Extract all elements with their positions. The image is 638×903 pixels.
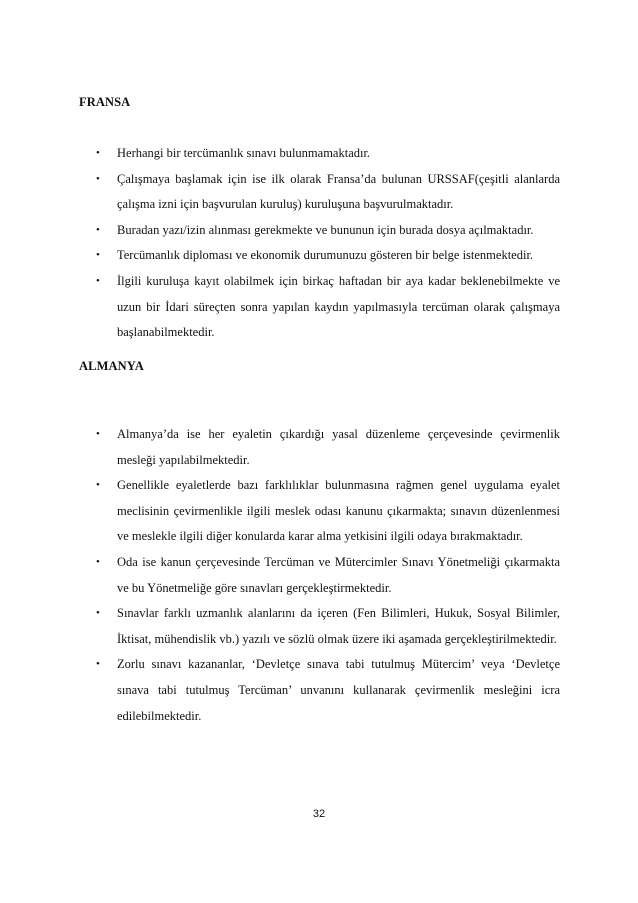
- bullet-icon: •: [96, 223, 100, 236]
- list-item-text: Buradan yazı/izin alınması gerekmekte ve bununun için burada dosya açılmaktadır.: [117, 222, 534, 237]
- bullet-icon: •: [96, 274, 100, 287]
- bullet-list-fransa: [97, 141, 560, 346]
- list-item: [97, 167, 560, 218]
- list-item: [97, 601, 560, 652]
- list-item-text: Oda ise kanun çerçevesinde Tercüman ve Mütercimler Sınavı Yönetmeliği çıkarmakta ve bu Yönetmeliğe göre sınavları gerçekleştirmektedir.: [117, 554, 560, 595]
- list-item: [97, 652, 560, 729]
- section-heading-almanya: ALMANYA: [79, 359, 144, 373]
- list-item: [97, 422, 560, 473]
- section-heading-fransa: FRANSA: [79, 95, 131, 109]
- list-item: [97, 473, 560, 550]
- list-item-text: İlgili kuruluşa kayıt olabilmek için birkaç haftadan bir aya kadar beklenebilmekte ve uzun bir İdari süreçten sonra yapılan kaydın yapılmasıyla tercüman olarak çalışmaya başlanabilmektedir.: [117, 273, 560, 340]
- list-item: [97, 218, 560, 244]
- bullet-icon: •: [96, 479, 100, 492]
- list-item: [97, 269, 560, 346]
- list-item: [97, 243, 560, 269]
- list-item-text: Çalışmaya başlamak için ise ilk olarak Fransa’da bulunan URSSAF(çeşitli alanlarda çalışma izni için başvurulan kuruluş) kuruluşuna başvurulmaktadır.: [117, 171, 560, 212]
- list-item-text: Herhangi bir tercümanlık sınavı bulunmamaktadır.: [117, 146, 371, 160]
- bullet-icon: •: [96, 607, 100, 620]
- bullet-list-almanya: [97, 422, 560, 729]
- bullet-icon: •: [96, 658, 100, 671]
- bullet-icon: •: [96, 555, 100, 568]
- bullet-icon: •: [96, 147, 100, 159]
- list-item: [97, 141, 560, 167]
- list-item: [97, 550, 560, 601]
- list-item-text: Sınavlar farklı uzmanlık alanlarını da içeren (Fen Bilimleri, Hukuk, Sosyal Bilimler, İktisat, mühendislik vb.) yazılı ve sözlü olmak üzere iki aşamada gerçekleştirilmektedir.: [117, 606, 560, 646]
- list-item-text: Tercümanlık diploması ve ekonomik durumunuzu gösteren bir belge istenmektedir.: [117, 248, 534, 263]
- list-item-text: Genellikle eyaletlerde bazı farklılıklar bulunmasına rağmen genel uygulama eyalet meclisinin çevirmenlikle ilgili meslek odası kanunu çıkarmakta; sınavın düzenlenmesi ve meslekle ilgili diğer konularda karar alma yetkisini ilgili odaya bırakmaktadır.: [117, 478, 560, 544]
- page-number: 32: [312, 808, 326, 820]
- list-item-text: Zorlu sınavı kazananlar, ‘Devletçe sınava tabi tutulmuş Mütercim’ veya ‘Devletçe sınava tabi tutulmuş Tercüman’ unvanını kullanarak çevirmenlik mesleğini icra edilebilmektedir.: [117, 657, 560, 723]
- list-item-text: Almanya’da ise her eyaletin çıkardığı yasal düzenleme çerçevesinde çevirmenlik mesleği yapılabilmektedir.: [117, 427, 560, 467]
- bullet-icon: •: [96, 172, 100, 185]
- bullet-icon: •: [96, 249, 100, 262]
- bullet-icon: •: [96, 428, 100, 440]
